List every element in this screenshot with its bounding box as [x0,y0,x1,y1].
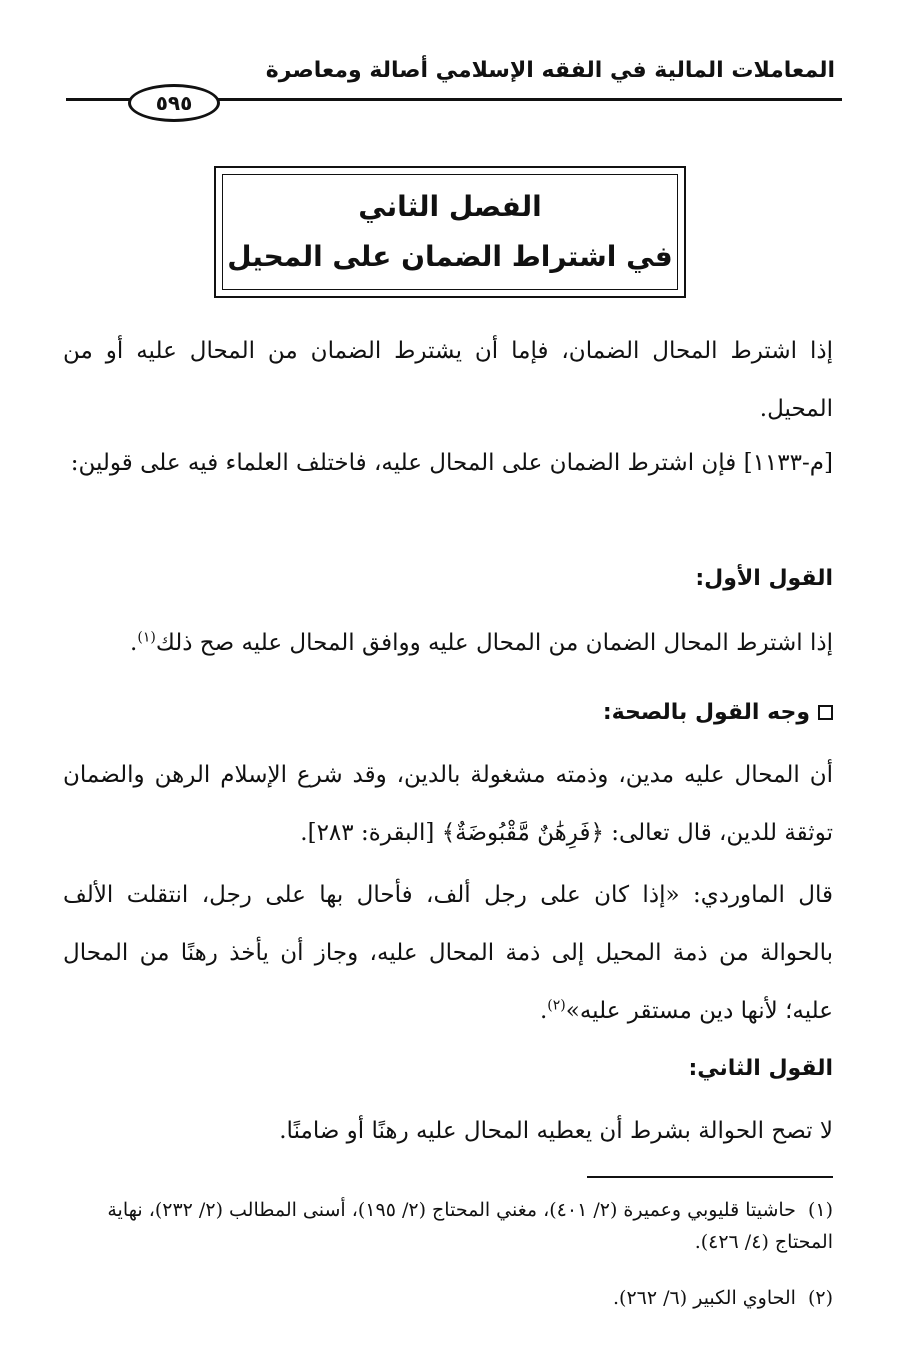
heading-first-opinion: القول الأول: [695,566,833,591]
footnote-1-text: حاشيتا قليوبي وعميرة (٢/ ٤٠١)، مغني المحتاج (٢/ ١٩٥)، أسنى المطالب (٢/ ٢٣٢)، نهاية المحتاج (٤/ ٤٢٦). [107,1199,833,1253]
paragraph-mawardi-quote [63,866,833,1040]
paragraph-first-opinion [63,614,833,672]
heading-second-opinion: القول الثاني: [688,1056,833,1081]
chapter-title-box [214,166,686,298]
first-opinion-text: إذا اشترط المحال الضمان من المحال عليه ووافق المحال عليه صح ذلك [155,630,833,656]
heading-reason-text: وجه القول بالصحة: [602,700,810,725]
paragraph-intro: إذا اشترط المحال الضمان، فإما أن يشترط الضمان من المحال عليه أو من المحيل. [63,338,833,422]
paragraph-reason: أن المحال عليه مدين، وذمته مشغولة بالدين، وقد شرع الإسلام الرهن والضمان توثقة للدين، قال تعالى: ﴿فَرِهَٰنٌ مَّقْبُوضَةٌ﴾ [البقرة: ٢٨٣]. [63,762,833,846]
footnote-2-text: الحاوي الكبير (٦/ ٢٦٢). [613,1287,796,1309]
footnote-rule [587,1176,833,1178]
footnote-ref-1: (١) [137,629,156,646]
checkbox-icon [818,705,833,720]
heading-reason [63,684,833,742]
running-header-title: المعاملات المالية في الفقه الإسلامي أصالة ومعاصرة [265,58,835,83]
chapter-label: الفصل الثاني [358,190,542,223]
first-opinion-end: . [130,630,138,656]
footnote-1 [63,1194,833,1258]
mawardi-quote-end: . [539,998,548,1024]
mawardi-quote-text: قال الماوردي: «إذا كان على رجل ألف، فأحال بها على رجل، انتقلت الألف بالحوالة من ذمة المحيل إلى ذمة المحال عليه، وجاز أن يأخذ رهنًا من المحال عليه؛ لأنها دين مستقر عليه» [63,882,833,1024]
footnote-2 [63,1282,833,1314]
page-number: ٥٩٥ [128,84,220,122]
footnote-1-number: (١) [807,1199,833,1221]
chapter-title: في اشتراط الضمان على المحيل [227,240,673,273]
footnote-2-number: (٢) [807,1287,833,1309]
footnote-ref-2: (٢) [547,997,566,1014]
paragraph-second-opinion: لا تصح الحوالة بشرط أن يعطيه المحال عليه رهنًا أو ضامنًا. [279,1118,833,1144]
paragraph-issue: [م-١١٣٣] فإن اشترط الضمان على المحال عليه، فاختلف العلماء فيه على قولين: [70,450,833,476]
